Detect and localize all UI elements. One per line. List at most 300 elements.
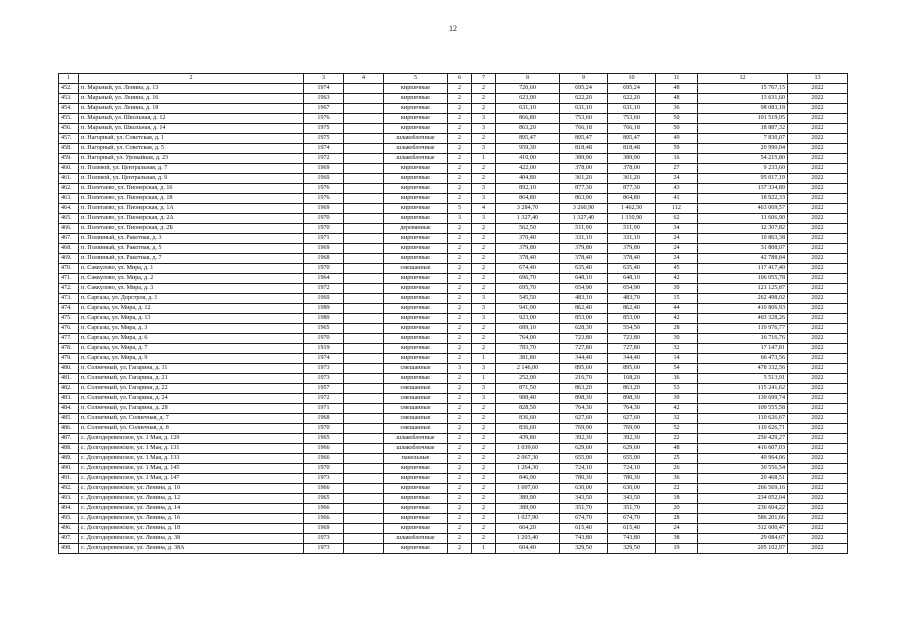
table-cell: [344, 364, 384, 374]
table-cell: 1973: [304, 364, 344, 374]
table-cell: [344, 374, 384, 384]
table-cell: 2: [448, 494, 472, 504]
table-cell: 329,50: [608, 544, 656, 554]
table-cell: 727,80: [608, 344, 656, 354]
table-cell: кирпичные: [384, 174, 448, 184]
table-cell: 43: [656, 184, 698, 194]
table-cell: 378,40: [560, 254, 608, 264]
table-cell: 44: [656, 304, 698, 314]
table-cell: [344, 344, 384, 354]
table-cell: 50: [656, 124, 698, 134]
table-cell: 381,80: [496, 354, 560, 364]
table-cell: 1964: [304, 274, 344, 284]
table-cell: 988,40: [496, 394, 560, 404]
table-cell: 864,80: [608, 194, 656, 204]
table-cell: кирпичные: [384, 284, 448, 294]
table-cell: 20: [656, 504, 698, 514]
table-cell: 898,30: [608, 394, 656, 404]
column-header: 3: [304, 74, 344, 84]
table-cell: 236 604,22: [698, 504, 788, 514]
table-cell: 312 600,47: [698, 524, 788, 534]
table-cell: 9 233,60: [698, 164, 788, 174]
table-cell: [344, 214, 384, 224]
table-cell: 24: [656, 524, 698, 534]
table-cell: 2022: [788, 94, 848, 104]
table-cell: 2022: [788, 194, 848, 204]
table-cell: шлакоблочные: [384, 154, 448, 164]
table-cell: [344, 484, 384, 494]
table-cell: 695,24: [560, 84, 608, 94]
table-cell: 439,80: [496, 434, 560, 444]
table-cell: п. Саргазы, ул. Мира, д. 3: [79, 324, 304, 334]
table-cell: 941,90: [496, 304, 560, 314]
table-cell: 497.: [59, 534, 79, 544]
table-cell: п. Марьный, ул. Ленина, д. 13: [79, 84, 304, 94]
table-cell: 463.: [59, 194, 79, 204]
table-cell: кирпичные: [384, 94, 448, 104]
table-cell: 2: [448, 454, 472, 464]
table-cell: 42: [656, 314, 698, 324]
table-cell: 5: [448, 204, 472, 214]
table-cell: 351,70: [560, 504, 608, 514]
table-cell: 478.: [59, 344, 79, 354]
table-cell: 466.: [59, 224, 79, 234]
table-cell: с. Долгодеревенское, ул. Ленина, д. 16: [79, 514, 304, 524]
table-cell: 18 922,33: [698, 194, 788, 204]
table-cell: 2: [448, 384, 472, 394]
table-cell: 30: [656, 284, 698, 294]
table-cell: 465.: [59, 214, 79, 224]
table-cell: 3: [472, 184, 496, 194]
table-cell: 2022: [788, 224, 848, 234]
table-cell: кирпичные: [384, 204, 448, 214]
table-cell: п. Саргазы, ул. Мира, д. 13: [79, 314, 304, 324]
table-cell: 766,18: [560, 124, 608, 134]
table-cell: 2: [472, 494, 496, 504]
table-cell: 586 201,66: [698, 514, 788, 524]
table-row: [59, 344, 848, 354]
page-number: 12: [449, 24, 457, 33]
table-cell: 42: [656, 404, 698, 414]
column-header: 2: [79, 74, 304, 84]
table-cell: [344, 534, 384, 544]
table-cell: 1971: [304, 234, 344, 244]
table-row: [59, 124, 848, 134]
table-cell: 3: [472, 384, 496, 394]
table-cell: [344, 154, 384, 164]
table-cell: 2: [448, 434, 472, 444]
table-cell: 615,40: [608, 524, 656, 534]
table-cell: 1967: [304, 104, 344, 114]
table-cell: 378,40: [608, 254, 656, 264]
table-cell: смешанные: [384, 414, 448, 424]
table-cell: 410,00: [496, 154, 560, 164]
table-cell: 1972: [304, 394, 344, 404]
table-row: [59, 444, 848, 454]
table-cell: 836,60: [496, 424, 560, 434]
table-cell: [344, 434, 384, 444]
table-cell: 1: [472, 374, 496, 384]
table-cell: 1966: [304, 504, 344, 514]
table-cell: 458.: [59, 144, 79, 154]
table-cell: 59: [656, 144, 698, 154]
table-cell: 479.: [59, 354, 79, 364]
table-cell: 631,10: [608, 104, 656, 114]
table-cell: 351,70: [608, 504, 656, 514]
table-cell: 2: [472, 164, 496, 174]
table-row: [59, 204, 848, 214]
table-cell: 724,10: [560, 464, 608, 474]
table-cell: [344, 384, 384, 394]
table-cell: 49 964,06: [698, 454, 788, 464]
table-cell: 2: [448, 504, 472, 514]
table-cell: [344, 494, 384, 504]
table-cell: 1970: [304, 424, 344, 434]
table-cell: [344, 114, 384, 124]
table-row: [59, 414, 848, 424]
table-cell: 1 027,90: [496, 514, 560, 524]
table-cell: [344, 354, 384, 364]
table-row: [59, 324, 848, 334]
table-cell: смешанные: [384, 424, 448, 434]
table-cell: 2022: [788, 464, 848, 474]
table-cell: 689,10: [496, 324, 560, 334]
table-cell: 36: [656, 374, 698, 384]
table-row: [59, 94, 848, 104]
table-cell: [344, 324, 384, 334]
table-cell: 743,80: [560, 534, 608, 544]
table-cell: с. Долгодеревенское, ул. Ленина, д. 12: [79, 494, 304, 504]
table-cell: 2022: [788, 244, 848, 254]
table-cell: 1974: [304, 144, 344, 154]
table-cell: 1966: [304, 484, 344, 494]
table-cell: с. Долгодеревенское, ул. Ленина, д. 38А: [79, 544, 304, 554]
table-cell: п. Полевой, ул. Центральная, д. 7: [79, 164, 304, 174]
table-cell: 1957: [304, 384, 344, 394]
table-cell: 622,20: [608, 94, 656, 104]
table-cell: 119 976,77: [698, 324, 788, 334]
table-cell: 250 429,27: [698, 434, 788, 444]
table-cell: 491.: [59, 474, 79, 484]
table-cell: кирпичные: [384, 524, 448, 534]
table-cell: [344, 224, 384, 234]
table-cell: 1970: [304, 464, 344, 474]
table-cell: 403 328,26: [698, 314, 788, 324]
table-cell: п. Полетаево, ул. Пионерская, д. 16: [79, 184, 304, 194]
table-cell: 2: [448, 394, 472, 404]
column-header: 4: [344, 74, 384, 84]
table-cell: кирпичные: [384, 124, 448, 134]
table-cell: 631,10: [560, 104, 608, 114]
table-cell: 1 327,40: [496, 214, 560, 224]
table-row: [59, 314, 848, 324]
table-cell: 2022: [788, 394, 848, 404]
table-cell: [344, 234, 384, 244]
table-cell: [344, 444, 384, 454]
table-cell: 1 039,60: [496, 444, 560, 454]
table-cell: с. Долгодеревенское, ул. 1 Мая, д. 131: [79, 444, 304, 454]
table-cell: 2022: [788, 184, 848, 194]
table-cell: 2022: [788, 414, 848, 424]
table-cell: 361,20: [560, 174, 608, 184]
table-cell: 2022: [788, 84, 848, 94]
table-cell: кирпичные: [384, 274, 448, 284]
table-cell: 1966: [304, 444, 344, 454]
table-cell: 630,00: [608, 484, 656, 494]
table-cell: 743,80: [608, 534, 656, 544]
table-cell: 1 203,40: [496, 534, 560, 544]
table-cell: кирпичные: [384, 374, 448, 384]
column-header: 11: [656, 74, 698, 84]
table-cell: 1970: [304, 214, 344, 224]
table-cell: [344, 144, 384, 154]
table-cell: 2: [448, 374, 472, 384]
table-cell: 389,90: [608, 154, 656, 164]
table-cell: 2022: [788, 234, 848, 244]
table-cell: кирпичные: [384, 504, 448, 514]
column-header: 10: [608, 74, 656, 84]
table-cell: 615,40: [560, 524, 608, 534]
table-cell: 2: [472, 524, 496, 534]
table-cell: 769,90: [608, 424, 656, 434]
table-cell: 480.: [59, 364, 79, 374]
table-cell: 2: [472, 454, 496, 464]
table-cell: смешанные: [384, 404, 448, 414]
table-cell: п. Марьный, ул. Ленина, д. 16: [79, 94, 304, 104]
table-cell: 2022: [788, 144, 848, 154]
table-cell: 2: [448, 344, 472, 354]
table-cell: 1972: [304, 284, 344, 294]
table-cell: 344,40: [608, 354, 656, 364]
table-cell: 1969: [304, 244, 344, 254]
table-cell: 2: [448, 224, 472, 234]
table-cell: 2: [448, 414, 472, 424]
table-cell: 2: [448, 524, 472, 534]
table-cell: кирпичные: [384, 234, 448, 244]
table-cell: [344, 284, 384, 294]
table-cell: 2: [448, 544, 472, 554]
table-cell: 2: [472, 104, 496, 114]
table-row: [59, 334, 848, 344]
table-cell: 2: [472, 424, 496, 434]
table-cell: 871,50: [496, 384, 560, 394]
table-cell: 2022: [788, 124, 848, 134]
table-cell: [344, 184, 384, 194]
table-row: [59, 474, 848, 484]
table-cell: 753,60: [560, 114, 608, 124]
table-cell: п. Солнечный, ул. Гагарина, д. 28: [79, 404, 304, 414]
column-header: 6: [448, 74, 472, 84]
table-cell: 1975: [304, 134, 344, 144]
table-cell: п. Нагорный, ул. Советская, д. 1: [79, 134, 304, 144]
table-cell: кирпичные: [384, 314, 448, 324]
table-cell: 2022: [788, 134, 848, 144]
table-header-row: [59, 74, 848, 84]
table-cell: 26: [656, 464, 698, 474]
table-cell: 2: [472, 484, 496, 494]
table-cell: 753,60: [608, 114, 656, 124]
table-cell: 5 513,91: [698, 374, 788, 384]
table-cell: 2: [448, 304, 472, 314]
table-cell: 1969: [304, 164, 344, 174]
table-cell: 42 788,84: [698, 254, 788, 264]
table-cell: 2022: [788, 474, 848, 484]
table-row: [59, 294, 848, 304]
table-cell: 2022: [788, 174, 848, 184]
table-cell: панельные: [384, 454, 448, 464]
table-cell: 2: [448, 314, 472, 324]
table-cell: 329,50: [560, 544, 608, 554]
table-cell: 1976: [304, 184, 344, 194]
table-cell: 2: [448, 104, 472, 114]
table-cell: [344, 544, 384, 554]
table-cell: с. Долгодеревенское, ул. 1 Мая, д. 133: [79, 454, 304, 464]
table-cell: 478 332,56: [698, 364, 788, 374]
table-cell: 48: [656, 84, 698, 94]
table-cell: 2: [448, 474, 472, 484]
table-cell: 2: [472, 84, 496, 94]
table-cell: [344, 134, 384, 144]
table-cell: 3: [472, 194, 496, 204]
table-row: [59, 404, 848, 414]
table-cell: 463 069,57: [698, 204, 788, 214]
table-cell: 1969: [304, 524, 344, 534]
table-cell: 764,00: [496, 334, 560, 344]
table-cell: 459.: [59, 154, 79, 164]
table-cell: 2: [448, 294, 472, 304]
table-cell: 2022: [788, 354, 848, 364]
table-cell: п. Солнечный, ул. Гагарина, д. 22: [79, 384, 304, 394]
table-cell: 54 215,80: [698, 154, 788, 164]
table-cell: кирпичные: [384, 514, 448, 524]
table-cell: 1970: [304, 264, 344, 274]
table-cell: п. Солнечный, ул. Солнечная, д. 8: [79, 424, 304, 434]
table-cell: 2: [448, 244, 472, 254]
table-cell: 3: [472, 214, 496, 224]
table-cell: кирпичные: [384, 474, 448, 484]
table-cell: п. Саргазы, ул. Дорстроя, д. 1: [79, 294, 304, 304]
table-cell: 2022: [788, 154, 848, 164]
table-cell: 30: [656, 334, 698, 344]
table-cell: 895,60: [560, 364, 608, 374]
column-header: 12: [698, 74, 788, 84]
table-cell: [344, 174, 384, 184]
table-cell: 110 626,67: [698, 414, 788, 424]
table-cell: 489.: [59, 454, 79, 464]
table-row: [59, 384, 848, 394]
table-cell: 3: [472, 364, 496, 374]
table-cell: [344, 474, 384, 484]
table-cell: 379,80: [560, 244, 608, 254]
table-cell: 635,40: [560, 264, 608, 274]
table-cell: п. Полетаево, ул. Пионерская, д. 18: [79, 194, 304, 204]
table-cell: 2: [472, 334, 496, 344]
table-cell: 53: [656, 384, 698, 394]
table-row: [59, 394, 848, 404]
table-cell: [344, 504, 384, 514]
table-cell: кирпичные: [384, 304, 448, 314]
table-cell: 2022: [788, 314, 848, 324]
table-cell: 1974: [304, 84, 344, 94]
table-cell: 422,00: [496, 164, 560, 174]
table-cell: п. Полянный, ул. Ракетная, д. 5: [79, 244, 304, 254]
table-cell: 117 417,40: [698, 264, 788, 274]
table-cell: 66 473,56: [698, 354, 788, 364]
table-row: [59, 374, 848, 384]
table-cell: 2: [472, 444, 496, 454]
table-cell: 18 887,32: [698, 124, 788, 134]
table-cell: 1 327,40: [560, 214, 608, 224]
table-cell: кирпичные: [384, 244, 448, 254]
table-cell: 471.: [59, 274, 79, 284]
table-cell: [344, 424, 384, 434]
table-cell: 2: [472, 514, 496, 524]
table-cell: [344, 104, 384, 114]
table-cell: смешанные: [384, 364, 448, 374]
table-cell: 846,90: [496, 474, 560, 484]
table-cell: п. Солнечный, ул. Солнечная, д. 7: [79, 414, 304, 424]
table-row: [59, 364, 848, 374]
table-cell: 780,30: [608, 474, 656, 484]
table-cell: 2022: [788, 104, 848, 114]
table-cell: 1976: [304, 194, 344, 204]
table-cell: 2: [448, 284, 472, 294]
table-cell: 487.: [59, 434, 79, 444]
table-row: [59, 354, 848, 364]
table-cell: 493.: [59, 494, 79, 504]
table-cell: 2: [472, 264, 496, 274]
table-cell: 392,30: [608, 434, 656, 444]
table-row: [59, 184, 848, 194]
table-cell: 2 146,00: [496, 364, 560, 374]
table-cell: 468.: [59, 244, 79, 254]
table-cell: 41: [656, 194, 698, 204]
table-cell: 828,50: [496, 404, 560, 414]
table-cell: кирпичные: [384, 114, 448, 124]
table-cell: 492.: [59, 484, 79, 494]
table-cell: 3: [472, 394, 496, 404]
table-cell: 112: [656, 204, 698, 214]
table-cell: смешанные: [384, 264, 448, 274]
table-cell: 48: [656, 94, 698, 104]
table-cell: п. Нагорный, ул. Уровайная, д. 23: [79, 154, 304, 164]
table-row: [59, 494, 848, 504]
table-cell: 109 555,58: [698, 404, 788, 414]
table-cell: 370,40: [496, 234, 560, 244]
table-cell: 511,90: [608, 224, 656, 234]
table-cell: [344, 514, 384, 524]
table-cell: 674,70: [608, 514, 656, 524]
table-cell: 877,30: [560, 184, 608, 194]
table-cell: 724,10: [608, 464, 656, 474]
table-cell: [344, 164, 384, 174]
table-cell: [344, 244, 384, 254]
table-cell: 2022: [788, 274, 848, 284]
table-cell: 52: [656, 424, 698, 434]
table-cell: [344, 314, 384, 324]
table-cell: 32: [656, 414, 698, 424]
table-row: [59, 304, 848, 314]
table-cell: 511,90: [560, 224, 608, 234]
table-cell: 462.: [59, 184, 79, 194]
table-cell: [344, 94, 384, 104]
table-cell: 2: [472, 94, 496, 104]
housing-register-table: [58, 73, 848, 554]
table-cell: 1973: [304, 534, 344, 544]
table-row: [59, 264, 848, 274]
table-cell: [344, 454, 384, 464]
table-cell: 1989: [304, 304, 344, 314]
